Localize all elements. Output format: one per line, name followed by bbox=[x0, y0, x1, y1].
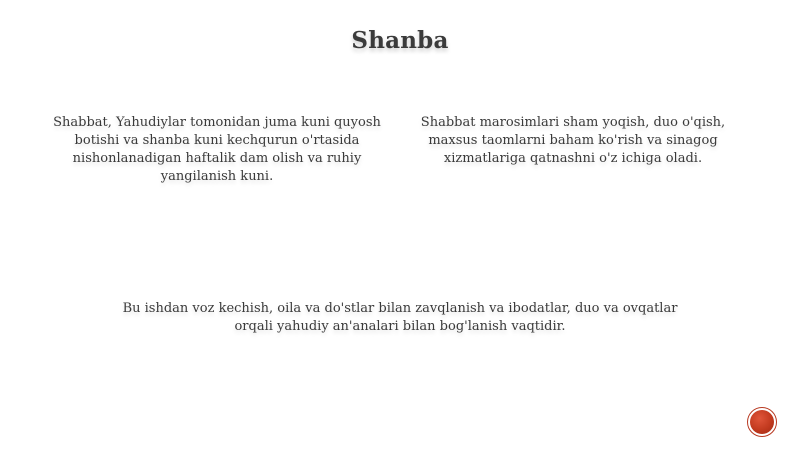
right-text-block: Shabbat marosimlari sham yoqish, duo o'qish, maxsus taomlarni baham ko'rish va sinagog xizmatlariga qatnashni o'z ichiga oladi. bbox=[420, 115, 726, 166]
slide-nav-button[interactable] bbox=[747, 407, 777, 437]
slide-title: Shanba bbox=[351, 27, 449, 54]
bottom-text-block: Bu ishdan voz kechish, oila va do'stlar bilan zavqlanish va ibodatlar, duo va ovqatlar orqali yahudiy an'analari bilan bog'lanish vaqtidir. bbox=[122, 301, 678, 334]
left-text-block: Shabbat, Yahudiylar tomonidan juma kuni quyosh botishi va shanba kuni kechqurun o'rtasida nishonlanadigan haftalik dam olish va ruhiy yangilanish kuni. bbox=[53, 115, 381, 184]
red-circle-nav-icon bbox=[750, 410, 774, 434]
